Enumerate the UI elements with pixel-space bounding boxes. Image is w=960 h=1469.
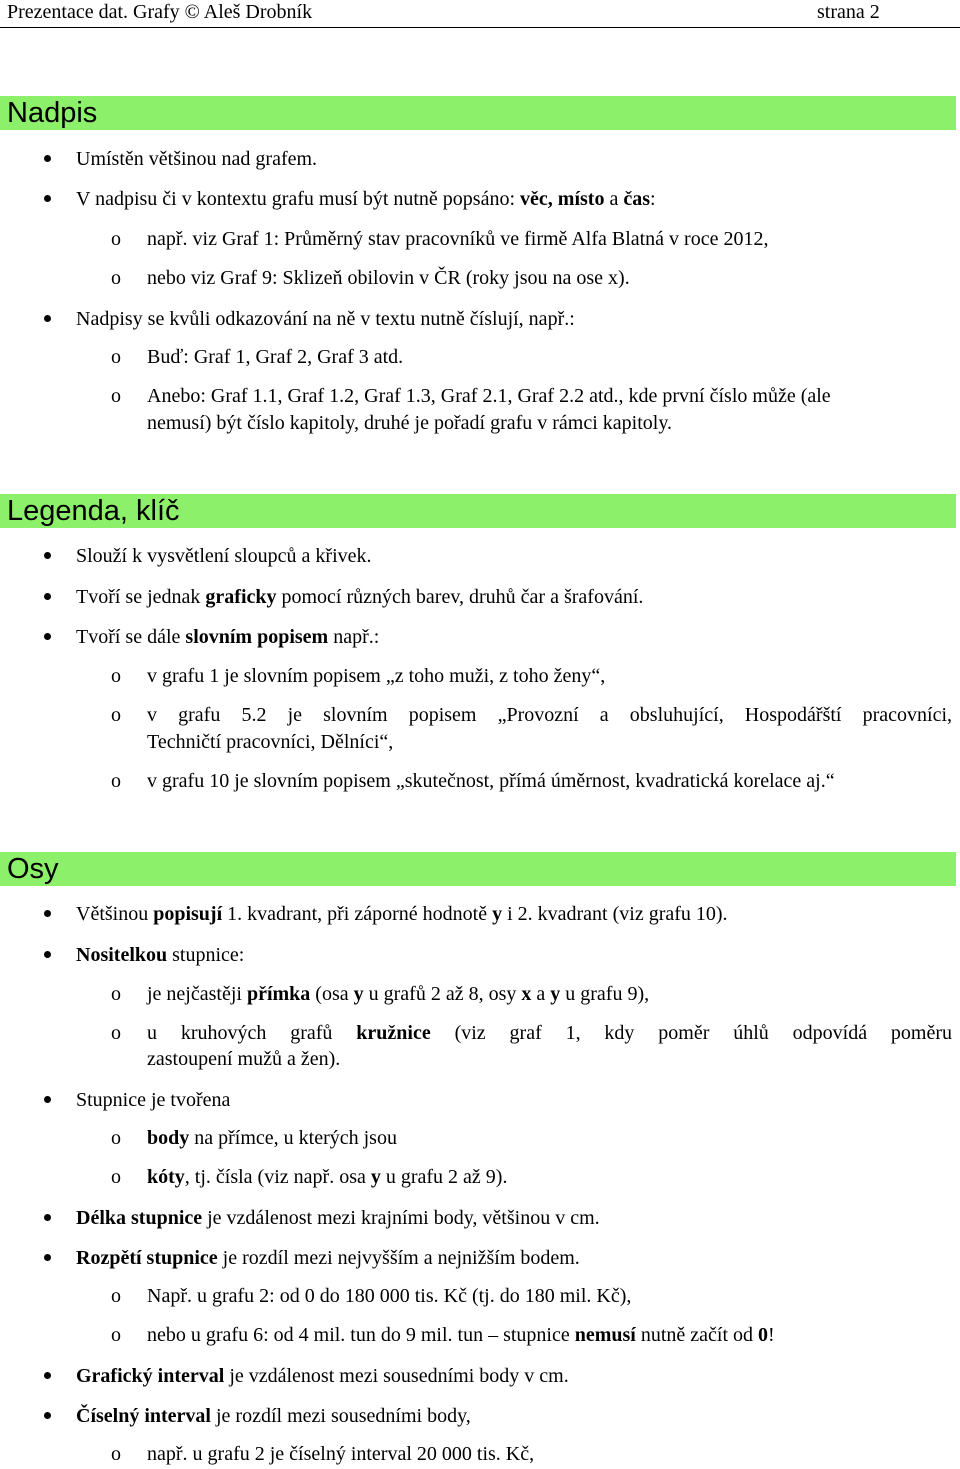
list-item: Číselný interval je rozdíl mezi sousedními body, (76, 1405, 471, 1427)
sub-bullet-icon: o (111, 704, 121, 726)
bullet-icon (44, 1214, 51, 1221)
bullet-icon (44, 951, 51, 958)
section-heading-nadpis: Nadpis (0, 96, 956, 130)
sub-list-item-continuation: Techničtí pracovníci, Dělníci“, (147, 731, 394, 753)
sub-bullet-icon: o (111, 770, 121, 792)
sub-list-item: nebo u grafu 6: od 4 mil. tun do 9 mil. tun – stupnice nemusí nutně začít od 0! (147, 1324, 775, 1346)
sub-bullet-icon: o (111, 1127, 121, 1149)
list-item: Slouží k vysvětlení sloupců a křivek. (76, 545, 372, 567)
sub-list-item: v grafu 1 je slovním popisem „z toho muži, z toho ženy“, (147, 665, 606, 687)
list-item: Většinou popisují 1. kvadrant, při záporné hodnotě y i 2. kvadrant (viz grafu 10). (76, 903, 728, 925)
sub-bullet-icon: o (111, 1324, 121, 1346)
list-item: Tvoří se dále slovním popisem např.: (76, 626, 380, 648)
sub-list-item: Např. u grafu 2: od 0 do 180 000 tis. Kč (tj. do 180 mil. Kč), (147, 1285, 632, 1307)
sub-list-item: u kruhových grafů kružnice (viz graf 1, kdy poměr úhlů odpovídá poměru (147, 1022, 953, 1044)
list-item: Délka stupnice je vzdálenost mezi krajními body, většinou v cm. (76, 1207, 600, 1229)
bullet-icon (44, 593, 51, 600)
sub-list-item: nebo viz Graf 9: Sklizeň obilovin v ČR (roky jsou na ose x). (147, 267, 630, 289)
sub-list-item: v grafu 5.2 je slovním popisem „Provozní a obsluhující, Hospodářští pracovníci, (147, 704, 952, 726)
section-heading-legenda: Legenda, klíč (0, 494, 956, 528)
list-item: Grafický interval je vzdálenost mezi sousedními body v cm. (76, 1365, 569, 1387)
bullet-icon (44, 1096, 51, 1103)
sub-bullet-icon: o (111, 1022, 121, 1044)
section-heading-osy: Osy (0, 852, 956, 886)
sub-list-item: Anebo: Graf 1.1, Graf 1.2, Graf 1.3, Graf 2.1, Graf 2.2 atd., kde první číslo může (ale (147, 385, 831, 407)
bullet-icon (44, 552, 51, 559)
sub-bullet-icon: o (111, 346, 121, 368)
bullet-icon (44, 1372, 51, 1379)
list-item: Nositelkou stupnice: (76, 944, 245, 966)
sub-list-item: Buď: Graf 1, Graf 2, Graf 3 atd. (147, 346, 404, 368)
list-item: Tvoří se jednak graficky pomocí různých barev, druhů čar a šrafování. (76, 586, 644, 608)
bullet-icon (44, 910, 51, 917)
sub-bullet-icon: o (111, 983, 121, 1005)
page-header-title: Prezentace dat. Grafy © Aleš Drobník (7, 1, 313, 23)
sub-list-item-continuation: zastoupení mužů a žen). (147, 1048, 341, 1070)
sub-list-item: je nejčastěji přímka (osa y u grafů 2 až 8, osy x a y u grafu 9), (147, 983, 650, 1005)
bullet-icon (44, 633, 51, 640)
page-number: strana 2 (817, 1, 880, 23)
bullet-icon (44, 315, 51, 322)
sub-bullet-icon: o (111, 665, 121, 687)
header-divider (0, 27, 960, 28)
list-item: Umístěn většinou nad grafem. (76, 148, 318, 170)
sub-bullet-icon: o (111, 1285, 121, 1307)
sub-list-item: kóty, tj. čísla (viz např. osa y u grafu 2 až 9). (147, 1166, 508, 1188)
list-item: V nadpisu či v kontextu grafu musí být nutně popsáno: věc, místo a čas: (76, 188, 656, 210)
bullet-icon (44, 1412, 51, 1419)
sub-list-item: např. u grafu 2 je číselný interval 20 000 tis. Kč, (147, 1443, 535, 1465)
sub-list-item-continuation: nemusí) být číslo kapitoly, druhé je pořadí grafu v rámci kapitoly. (147, 412, 673, 434)
sub-bullet-icon: o (111, 1166, 121, 1188)
sub-list-item: např. viz Graf 1: Průměrný stav pracovníků ve firmě Alfa Blatná v roce 2012, (147, 228, 769, 250)
list-item: Nadpisy se kvůli odkazování na ně v textu nutně číslují, např.: (76, 308, 575, 330)
bullet-icon (44, 155, 51, 162)
sub-bullet-icon: o (111, 228, 121, 250)
sub-list-item: v grafu 10 je slovním popisem „skutečnost, přímá úměrnost, kvadratická korelace aj.“ (147, 770, 835, 792)
sub-bullet-icon: o (111, 1443, 121, 1465)
sub-bullet-icon: o (111, 267, 121, 289)
list-item: Rozpětí stupnice je rozdíl mezi nejvyšším a nejnižším bodem. (76, 1247, 580, 1269)
bullet-icon (44, 1254, 51, 1261)
list-item: Stupnice je tvořena (76, 1089, 231, 1111)
sub-bullet-icon: o (111, 385, 121, 407)
bullet-icon (44, 195, 51, 202)
sub-list-item: body na přímce, u kterých jsou (147, 1127, 397, 1149)
